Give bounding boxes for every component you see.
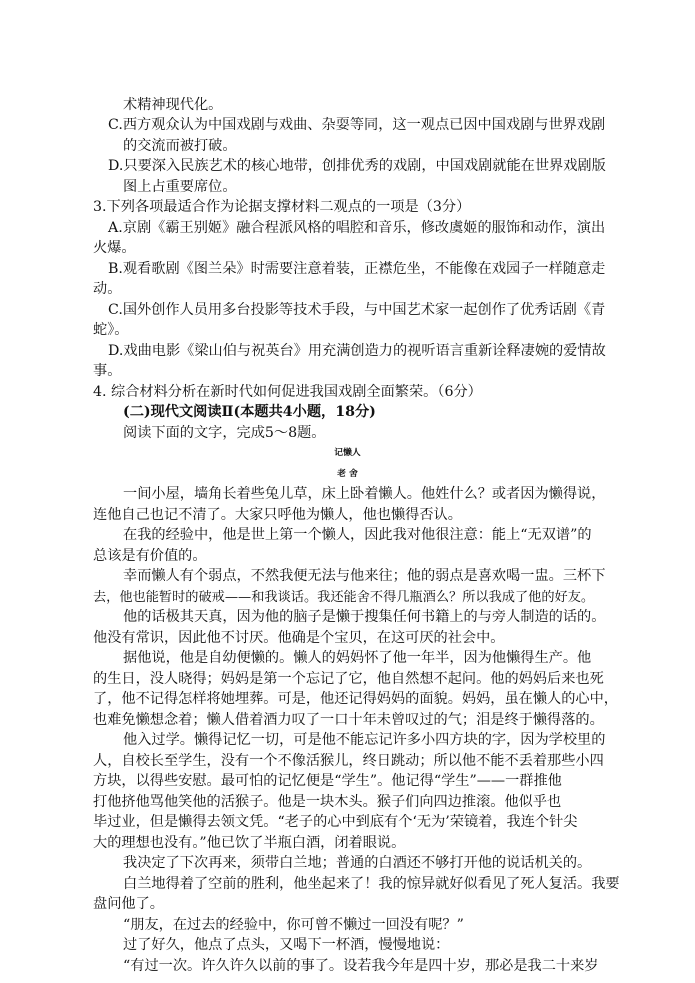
option-c-line: C.西方观众认为中国戏剧与戏曲、杂耍等同，这一观点已因中国戏剧与世界戏剧 (108, 117, 606, 133)
paragraph-line: 一间小屋，墙角长着些兔儿草，床上卧着懒人。他姓什么？或者因为懒得说， (123, 486, 606, 502)
q3-option-c: C.国外创作人员用多台投影等技术手段，与中国艺术家一起创作了优秀话剧《青 (108, 302, 606, 318)
option-d-line: D.只要深入民族艺术的核心地带，创排优秀的戏剧，中国戏剧就能在世界戏剧版 (108, 158, 606, 174)
paragraph-line: 打他挤他骂他笑他的活猴子。他是一块木头。猴子们向四边推滚。他似乎也 (93, 794, 562, 810)
paragraph-line: 也难免懒想念着；懒人借着酒力叹了一口十年未曾叹过的气；泪是终于懒得落的。 (93, 712, 604, 728)
paragraph-line: 他没有常识，因此他不讨厌。他确是个宝贝，在这可厌的社会中。 (93, 630, 505, 646)
paragraph-line: 大的理想也没有。”他已饮了半瓶白酒，闭着眼说。 (93, 835, 406, 851)
paragraph-line: 人，自校长至学生，没有一个不像活猴儿，终日跳动；所以他不能不丢着那些小四 (93, 753, 604, 769)
q3-option-a: A.京剧《霸王别姬》融合程派风格的唱腔和音乐，修改虞姬的服饰和动作，演出 (108, 220, 606, 236)
paragraph-line: 总该是有价值的。 (93, 548, 207, 564)
q3-option-b: B.观看歌剧《图兰朵》时需要注意着装，正襟危坐，不能像在戏园子一样随意走 (108, 261, 606, 277)
paragraph-line: 他入过学。懒得记忆一切，可是他不能忘记许多小四方块的字，因为学校里的 (123, 732, 606, 748)
paragraph-line: 据他说，他是自幼便懒的。懒人的妈妈怀了他一年半，因为他懒得生产。他 (123, 650, 592, 666)
text-line: 图上占重要席位。 (123, 179, 237, 195)
paragraph-line: 他的话极其天真，因为他的脑子是懒于搜集任何书籍上的与旁人制造的话的。 (123, 609, 606, 625)
paragraph-line: 盘问他了。 (93, 896, 164, 912)
text-line: 的交流而被打破。 (123, 138, 237, 154)
section-heading: (二)现代文阅读Ⅱ(本题共4小题，18分) (123, 404, 376, 420)
question-4: 4. 综合材料分析在新时代如何促进我国戏剧全面繁荣。（6分） (93, 384, 482, 400)
text-line: 蛇》。 (93, 322, 129, 338)
essay-title: 记懒人 (334, 448, 361, 458)
paragraph-line: 的生日，没人晓得；妈妈是第一个忘记了它，他自然想不起问。他的妈妈后来也死 (93, 671, 604, 687)
paragraph-line: 连他自己也记不清了。大家只呼他为懒人，他也懒得否认。 (93, 507, 462, 523)
text-line: 事。 (93, 363, 122, 379)
essay-author: 老 舍 (337, 469, 358, 479)
paragraph-line: 幸而懒人有个弱点，不然我便无法与他来往；他的弱点是喜欢喝一盅。三杯下 (123, 568, 606, 584)
text-line: 术精神现代化。 (123, 97, 223, 113)
paragraph-line: 了，他不记得怎样将她埋葬。可是，他还记得妈妈的面貌。妈妈，虽在懒人的心中， (93, 691, 618, 707)
question-3: 3.下列各项最适合作为论据支撑材料二观点的一项是（3分） (93, 199, 471, 215)
text-line: 火爆。 (93, 240, 136, 256)
paragraph-line: 过了好久，他点了点头，又喝下一杯酒，慢慢地说： (123, 937, 450, 953)
paragraph-line: 毕过业，但是懒得去领文凭。“老子的心中到底有个‘无为’荣镜着，我连个针尖 (93, 814, 578, 830)
instruction-line: 阅读下面的文字，完成5～8题。 (123, 425, 326, 441)
dialogue-line: “朋友，在过去的经验中，你可曾不懒过一回没有呢？” (123, 917, 464, 933)
paragraph-line: 在我的经验中，他是世上第一个懒人，因此我对他很注意：能上“无双谱”的 (123, 527, 592, 543)
dialogue-line: “有过一次。许久许久以前的事了。设若我今年是四十岁，那必是我二十来岁 (123, 958, 599, 974)
paragraph-line: 方块，以得些安慰。最可怕的记忆便是“学生”。他记得“学生”——一群推他 (93, 773, 562, 789)
text-line: 动。 (93, 281, 122, 297)
paragraph-line: 去，他也能暂时的破戒——和我谈话。我还能舍不得几瓶酒么？所以我成了他的好友。 (93, 590, 595, 605)
q3-option-d: D.戏曲电影《梁山伯与祝英台》用充满创造力的视听语言重新诠释凄婉的爱情故 (108, 343, 606, 359)
paragraph-line: 白兰地得着了空前的胜利，他坐起来了！我的惊异就好似看见了死人复活。我要 (123, 876, 620, 892)
paragraph-line: 我决定了下次再来，须带白兰地；普通的白酒还不够打开他的说话机关的。 (123, 855, 592, 871)
